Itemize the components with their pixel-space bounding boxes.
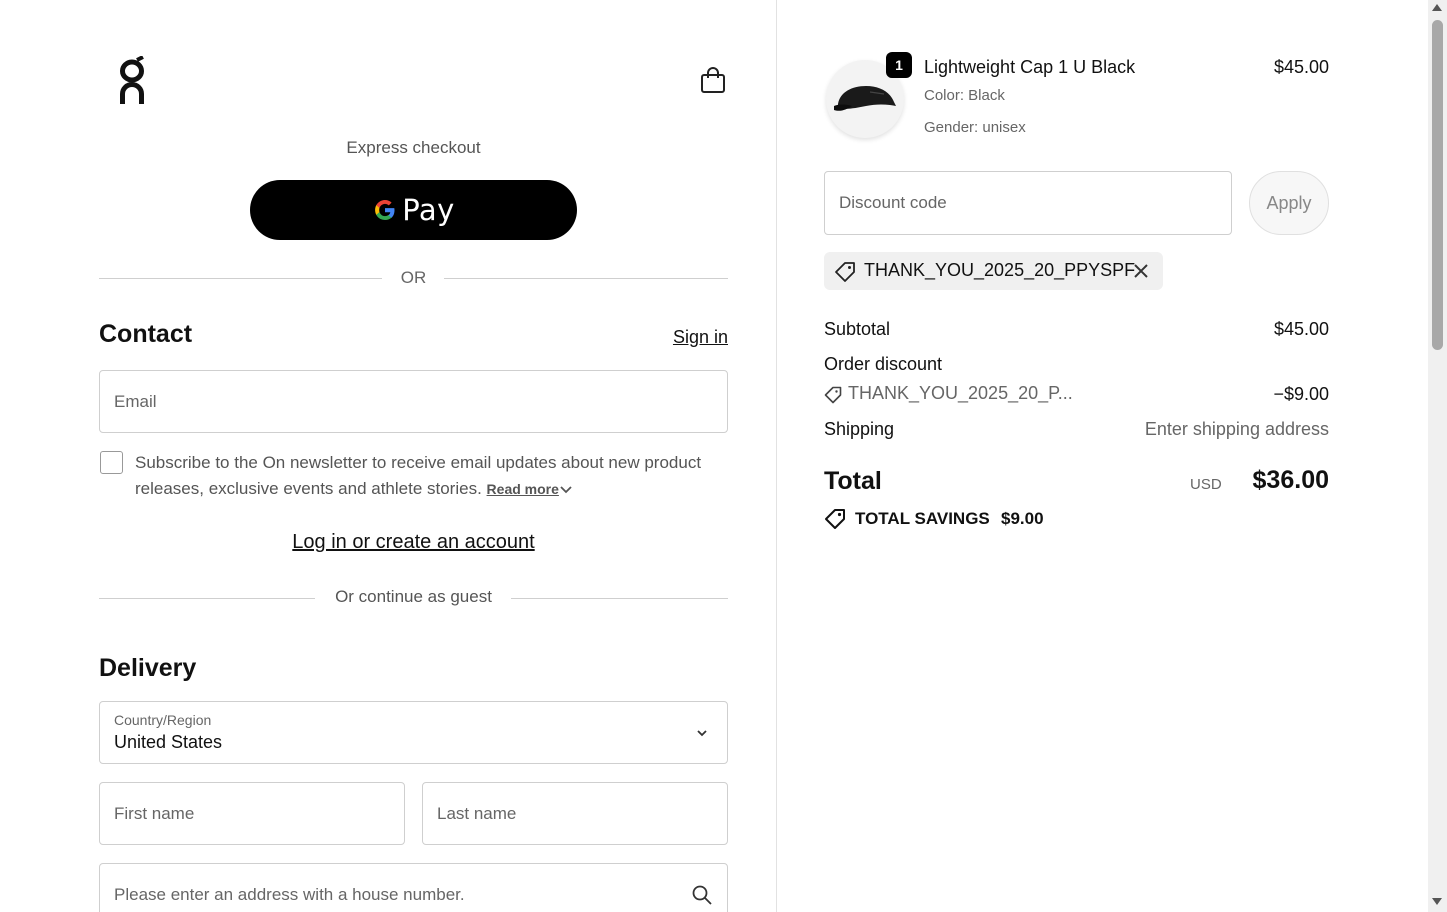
close-icon[interactable] (1132, 262, 1150, 280)
total-savings-value: $9.00 (1001, 509, 1044, 528)
subtotal-label: Subtotal (824, 319, 891, 339)
or-label: OR (400, 268, 427, 287)
google-pay-button[interactable] (250, 180, 577, 240)
express-checkout-label: Express checkout (346, 138, 481, 157)
delivery-heading: Delivery (99, 654, 197, 682)
applied-discount-chip (824, 252, 1163, 290)
discount-code-placeholder: Discount code (839, 193, 947, 212)
address-field[interactable] (99, 863, 728, 912)
total-currency: USD (1190, 476, 1222, 493)
newsletter-text (135, 450, 730, 502)
first-name-placeholder: First name (114, 803, 195, 823)
on-logo-icon[interactable] (116, 56, 150, 108)
tag-icon (824, 386, 842, 404)
chevron-down-icon[interactable] (559, 485, 573, 495)
contact-heading: Contact (99, 320, 193, 348)
login-create-account-link[interactable]: Log in or create an account (292, 531, 535, 553)
chevron-down-icon (695, 726, 709, 740)
apply-discount-button[interactable]: Apply (1249, 171, 1329, 235)
search-icon (691, 884, 713, 906)
total-savings-label: TOTAL SAVINGS (855, 509, 990, 528)
total-value: $36.00 (1252, 466, 1329, 494)
country-value: United States (114, 732, 223, 752)
product-gender: Gender: unisex (924, 119, 1026, 136)
newsletter-description: Subscribe to the On newsletter to receive email updates about new product releases, exclusive events and athlete stories. (135, 453, 702, 498)
first-name-field[interactable] (99, 782, 405, 845)
email-placeholder: Email (114, 391, 157, 411)
google-g-icon (372, 197, 398, 223)
total-label: Total (824, 467, 882, 495)
tag-icon (834, 261, 856, 283)
shopping-bag-icon[interactable] (698, 66, 728, 96)
scrollbar-thumb[interactable] (1432, 20, 1443, 350)
shipping-label: Shipping (824, 419, 895, 439)
or-divider (99, 266, 728, 290)
address-placeholder: Please enter an address with a house number. (114, 884, 465, 904)
order-discount-code: THANK_YOU_2025_20_P... (848, 383, 1073, 403)
order-discount-label: Order discount (824, 354, 943, 374)
discount-code-input[interactable] (824, 171, 1232, 235)
country-region-select[interactable] (99, 701, 728, 764)
google-pay-label: Pay (402, 193, 455, 227)
scroll-up-arrow-icon[interactable] (1432, 4, 1442, 11)
product-color: Color: Black (924, 87, 1005, 104)
tag-icon (824, 508, 846, 530)
product-price: $45.00 (1273, 57, 1329, 77)
read-more-link[interactable]: Read more (486, 481, 559, 497)
last-name-field[interactable] (422, 782, 728, 845)
scroll-down-arrow-icon[interactable] (1432, 898, 1442, 905)
subtotal-value: $45.00 (1273, 319, 1329, 339)
order-summary-panel (777, 0, 1428, 912)
guest-divider (99, 585, 728, 609)
product-quantity-badge: 1 (886, 52, 912, 78)
last-name-placeholder: Last name (437, 803, 517, 823)
order-discount-value: −$9.00 (1273, 384, 1329, 404)
product-name: Lightweight Cap 1 U Black (924, 57, 1136, 77)
applied-discount-code: THANK_YOU_2025_20_PPYSPF (864, 260, 1136, 280)
email-field[interactable] (99, 370, 728, 433)
guest-label: Or continue as guest (335, 587, 492, 606)
page-scrollbar[interactable] (1428, 0, 1447, 912)
sign-in-link[interactable]: Sign in (672, 327, 728, 347)
newsletter-checkbox[interactable] (100, 451, 123, 474)
shipping-value: Enter shipping address (1144, 419, 1329, 439)
country-label: Country/Region (114, 712, 212, 728)
